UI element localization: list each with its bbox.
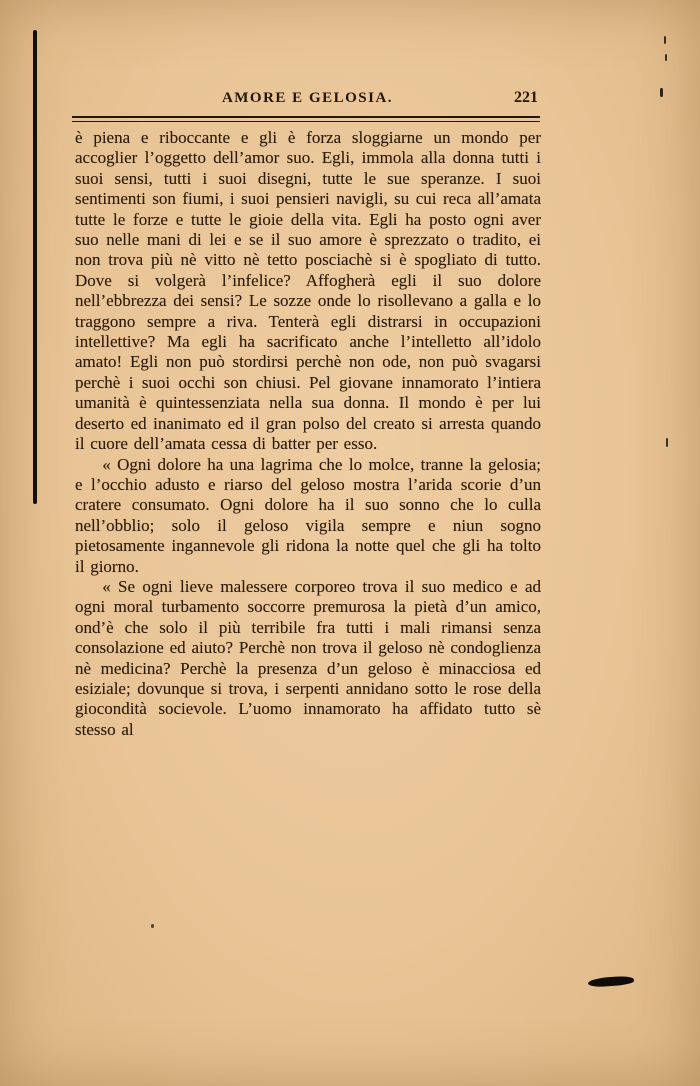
paragraph: « Ogni dolore ha una lagrima che lo molce, tranne la gelosia; e l’occhio adusto e riarso del geloso mostra l’arida scorie d’un cratere consumato. Ogni dolore ha il suo sonno che lo culla nell’obblio; solo il geloso vigila sempre e niun sogno pietosamente ingannevole gli ridona la notte quel che gli ha tolto il giorno. xyxy=(75,454,541,576)
page-header xyxy=(75,90,540,112)
scan-artifact xyxy=(664,36,666,44)
scan-artifact xyxy=(660,88,663,97)
scan-artifact xyxy=(151,924,154,928)
paragraph: « Se ogni lieve malessere corporeo trova il suo medico e ad ogni moral turbamento soccorre premurosa la pietà d’un amico, ond’è che solo il più terribile fra tutti i mali rimansi senza consolazione ed aiuto? Perchè non trova il geloso nè condoglienza nè medicina? Perchè la presenza d’un geloso è minacciosa ed esiziale; dovunque si trova, i serpenti annidano sotto le rose della giocondità socievole. L’uomo innamorato ha affidato tutto sè stesso al xyxy=(75,576,541,739)
scan-artifact xyxy=(588,975,635,987)
binding-mark xyxy=(33,30,37,504)
running-title: AMORE E GELOSIA. xyxy=(221,90,394,106)
scan-artifact xyxy=(666,438,668,447)
paragraph: è piena e riboccante e gli è forza sloggiarne un mondo per accoglier l’oggetto dell’amor suo. Egli, immola alla donna tutti i suoi sensi, tutti i suoi disegni, tutte le sue speranze. I suoi sentimenti son fiumi, i suoi pensieri navigli, su cui reca all’amata tutte le forze e tutte le gioie della vita. Egli ha posto ogni aver suo nelle mani di lei e se il suo amore è sprezzato o tradito, ei non trova più nè vitto nè tetto posciachè si è spogliato di tutto. Dove si volgerà l’infelice? Affogherà egli il suo dolore nell’ebbrezza dei sensi? Le sozze onde lo risollevano a galla e lo traggono sempre a riva. Tenterà egli distrarsi in occupazioni intellettive? Ma egli ha sacrificato anche l’intelletto all’idolo amato! Egli non può stordirsi perchè non ode, non può svagarsi perchè i suoi occhi son chiusi. Pel giovane innamorato l’intiera umanità è quintessenziata nella sua donna. Il mondo è per lui deserto ed inanimato ed il gran polso del creato si arresta quando il cuore dell’amata cessa di batter per esso. xyxy=(75,128,541,454)
page-number: 221 xyxy=(514,89,538,106)
header-rule xyxy=(72,116,540,122)
text-block xyxy=(75,128,541,740)
scan-artifact xyxy=(665,54,667,61)
